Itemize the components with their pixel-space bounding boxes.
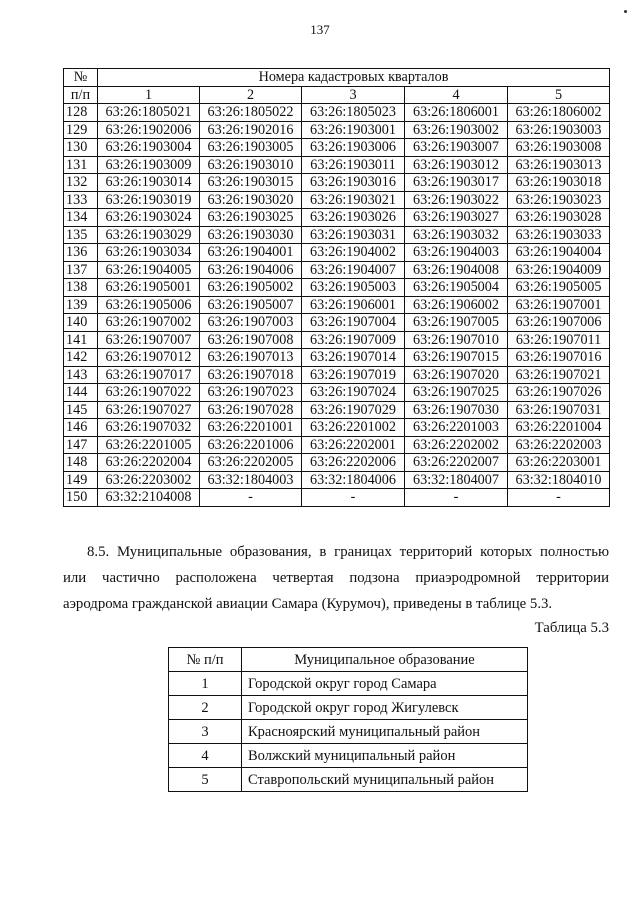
cadastral-number-cell: 63:26:1903014 <box>98 174 200 192</box>
table-header-row <box>169 648 528 672</box>
cadastral-number-cell: - <box>302 489 405 507</box>
table-row <box>64 296 610 314</box>
table-row <box>64 349 610 367</box>
cadastral-number-cell: 63:26:1907001 <box>508 296 610 314</box>
cadastral-number-cell: 63:26:1903022 <box>405 191 508 209</box>
cadastral-number-cell: 63:26:2201001 <box>200 419 302 437</box>
cadastral-number-cell: 63:26:1903018 <box>508 174 610 192</box>
table-row <box>64 279 610 297</box>
cadastral-number-cell: 63:32:1804007 <box>405 471 508 489</box>
cadastral-number-cell: 63:26:1903024 <box>98 209 200 227</box>
table-row <box>64 209 610 227</box>
cadastral-number-cell: 63:26:1903021 <box>302 191 405 209</box>
cadastral-number-cell: 63:26:1903003 <box>508 121 610 139</box>
cadastral-number-cell: 63:26:1903007 <box>405 139 508 157</box>
row-number: 141 <box>64 331 98 349</box>
cadastral-number-cell: 63:26:1907005 <box>405 314 508 332</box>
cadastral-number-cell: 63:26:1903002 <box>405 121 508 139</box>
cadastral-number-cell: 63:26:1905003 <box>302 279 405 297</box>
cadastral-number-cell: 63:26:2201006 <box>200 436 302 454</box>
table-row <box>64 366 610 384</box>
column-number: 4 <box>405 86 508 104</box>
cadastral-number-cell: 63:26:1903009 <box>98 156 200 174</box>
cadastral-number-cell: 63:26:1903013 <box>508 156 610 174</box>
cadastral-number-cell: 63:26:1907028 <box>200 401 302 419</box>
row-number: 133 <box>64 191 98 209</box>
cadastral-number-cell: 63:26:1903011 <box>302 156 405 174</box>
cadastral-number-cell: 63:26:1903015 <box>200 174 302 192</box>
municipality-name: Ставропольский муниципальный район <box>242 768 528 792</box>
cadastral-number-cell: 63:26:1903010 <box>200 156 302 174</box>
row-number: 146 <box>64 419 98 437</box>
cadastral-number-cell: 63:26:1904008 <box>405 261 508 279</box>
municipality-name: Городской округ город Жигулевск <box>242 696 528 720</box>
row-number: 145 <box>64 401 98 419</box>
cadastral-number-cell: 63:26:1907030 <box>405 401 508 419</box>
cadastral-number-cell: 63:26:1903034 <box>98 244 200 262</box>
table-row <box>64 419 610 437</box>
row-number: 2 <box>169 696 242 720</box>
row-number: 132 <box>64 174 98 192</box>
column-number: 1 <box>98 86 200 104</box>
cadastral-number-cell: 63:26:1907025 <box>405 384 508 402</box>
cadastral-number-cell: 63:26:1903027 <box>405 209 508 227</box>
cadastral-number-cell: 63:26:1907003 <box>200 314 302 332</box>
row-number: 150 <box>64 489 98 507</box>
table-row <box>169 768 528 792</box>
cadastral-number-cell: 63:26:1904005 <box>98 261 200 279</box>
cadastral-quarters-table <box>63 68 610 507</box>
row-number: 4 <box>169 744 242 768</box>
cadastral-number-cell: 63:26:1907019 <box>302 366 405 384</box>
cadastral-number-cell: 63:26:1907002 <box>98 314 200 332</box>
table-row <box>169 744 528 768</box>
table-row <box>64 384 610 402</box>
table-row <box>169 720 528 744</box>
cadastral-number-cell: 63:26:1907015 <box>405 349 508 367</box>
section-paragraph <box>63 539 609 617</box>
column-number: 2 <box>200 86 302 104</box>
cadastral-number-cell: 63:26:1907023 <box>200 384 302 402</box>
table-row <box>64 174 610 192</box>
cadastral-number-cell: 63:26:1903029 <box>98 226 200 244</box>
cadastral-number-cell: 63:26:1907016 <box>508 349 610 367</box>
cadastral-number-cell: 63:26:2202002 <box>405 436 508 454</box>
cadastral-number-cell: 63:32:1804010 <box>508 471 610 489</box>
table-row <box>64 156 610 174</box>
table-caption: Таблица 5.3 <box>534 620 609 636</box>
table-row <box>169 696 528 720</box>
cadastral-number-cell: 63:26:1903032 <box>405 226 508 244</box>
row-number: 139 <box>64 296 98 314</box>
cadastral-number-cell: 63:26:1907017 <box>98 366 200 384</box>
row-number: 148 <box>64 454 98 472</box>
cadastral-number-cell: 63:26:1907006 <box>508 314 610 332</box>
table-row <box>64 314 610 332</box>
table-row <box>64 121 610 139</box>
column-numbers-row <box>64 86 610 104</box>
cadastral-number-cell: 63:26:1907007 <box>98 331 200 349</box>
municipality-name: Городской округ город Самара <box>242 672 528 696</box>
cadastral-number-cell: 63:26:1903030 <box>200 226 302 244</box>
cadastral-number-cell: 63:26:1905006 <box>98 296 200 314</box>
cadastral-number-cell: 63:26:1907024 <box>302 384 405 402</box>
row-number: 129 <box>64 121 98 139</box>
table-row <box>64 489 610 507</box>
cadastral-number-cell: 63:26:1907032 <box>98 419 200 437</box>
cadastral-number-cell: 63:26:2201005 <box>98 436 200 454</box>
table-header-row <box>64 69 610 87</box>
cadastral-number-cell: 63:26:2203001 <box>508 454 610 472</box>
cadastral-number-cell: 63:26:1907031 <box>508 401 610 419</box>
cadastral-number-cell: 63:26:2202007 <box>405 454 508 472</box>
cadastral-number-cell: 63:26:1907021 <box>508 366 610 384</box>
cadastral-number-cell: 63:26:1903031 <box>302 226 405 244</box>
row-number: 128 <box>64 104 98 122</box>
cadastral-number-cell: 63:26:1907012 <box>98 349 200 367</box>
cadastral-number-cell: 63:26:1805023 <box>302 104 405 122</box>
table-row <box>64 454 610 472</box>
cadastral-number-cell: 63:26:1903019 <box>98 191 200 209</box>
municipality-name: Волжский муниципальный район <box>242 744 528 768</box>
row-number: 130 <box>64 139 98 157</box>
header-municipality: Муниципальное образование <box>242 648 528 672</box>
column-number: 5 <box>508 86 610 104</box>
row-number: 136 <box>64 244 98 262</box>
table-row <box>169 672 528 696</box>
cadastral-number-cell: - <box>405 489 508 507</box>
table-row <box>64 191 610 209</box>
cadastral-number-cell: 63:32:1804006 <box>302 471 405 489</box>
cadastral-number-cell: 63:32:1804003 <box>200 471 302 489</box>
cadastral-number-cell: 63:26:1903016 <box>302 174 405 192</box>
table-row <box>64 226 610 244</box>
cadastral-number-cell: 63:26:1903005 <box>200 139 302 157</box>
cadastral-number-cell: 63:26:1907018 <box>200 366 302 384</box>
cadastral-number-cell: 63:26:1805022 <box>200 104 302 122</box>
row-number: 144 <box>64 384 98 402</box>
cadastral-number-cell: 63:26:2201002 <box>302 419 405 437</box>
row-number: 147 <box>64 436 98 454</box>
cadastral-number-cell: 63:26:2202005 <box>200 454 302 472</box>
cadastral-number-cell: 63:26:1905007 <box>200 296 302 314</box>
header-pp: п/п <box>64 86 98 104</box>
cadastral-number-cell: 63:26:1904003 <box>405 244 508 262</box>
row-number: 5 <box>169 768 242 792</box>
cadastral-number-cell: 63:26:1905004 <box>405 279 508 297</box>
cadastral-number-cell: 63:26:1903008 <box>508 139 610 157</box>
row-number: 137 <box>64 261 98 279</box>
table-row <box>64 471 610 489</box>
cadastral-number-cell: 63:26:1904006 <box>200 261 302 279</box>
cadastral-number-cell: 63:26:1903028 <box>508 209 610 227</box>
cadastral-number-cell: 63:26:1904009 <box>508 261 610 279</box>
cadastral-number-cell: 63:26:1906001 <box>302 296 405 314</box>
cadastral-number-cell: 63:26:2202003 <box>508 436 610 454</box>
cadastral-number-cell: 63:26:1907004 <box>302 314 405 332</box>
paragraph-line: 8.5. Муниципальные образования, в границах территорий которых полностью <box>87 544 609 560</box>
cadastral-number-cell: - <box>200 489 302 507</box>
cadastral-number-cell: 63:26:1907009 <box>302 331 405 349</box>
row-number: 143 <box>64 366 98 384</box>
row-number: 149 <box>64 471 98 489</box>
cadastral-number-cell: 63:26:1904002 <box>302 244 405 262</box>
cadastral-number-cell: 63:26:1904004 <box>508 244 610 262</box>
row-number: 3 <box>169 720 242 744</box>
page-number: 137 <box>310 22 330 37</box>
cadastral-number-cell: 63:26:1903026 <box>302 209 405 227</box>
table-row <box>64 139 610 157</box>
cadastral-number-cell: 63:26:1907013 <box>200 349 302 367</box>
cadastral-number-cell: 63:26:1904001 <box>200 244 302 262</box>
cadastral-number-cell: 63:26:1903012 <box>405 156 508 174</box>
cadastral-number-cell: 63:26:1903033 <box>508 226 610 244</box>
cadastral-number-cell: 63:26:1903001 <box>302 121 405 139</box>
paragraph-line: аэродрома гражданской авиации Самара (Курумоч), приведены в таблице 5.3. <box>63 596 553 612</box>
cadastral-number-cell: 63:26:1805021 <box>98 104 200 122</box>
cadastral-number-cell: 63:26:1907026 <box>508 384 610 402</box>
cadastral-number-cell: 63:26:1905005 <box>508 279 610 297</box>
cadastral-number-cell: 63:26:2201004 <box>508 419 610 437</box>
cadastral-number-cell: 63:26:1907029 <box>302 401 405 419</box>
cadastral-number-cell: 63:26:1905001 <box>98 279 200 297</box>
row-number: 1 <box>169 672 242 696</box>
cadastral-number-cell: 63:26:1903025 <box>200 209 302 227</box>
header-number: № п/п <box>169 648 242 672</box>
cadastral-number-cell: 63:26:1907008 <box>200 331 302 349</box>
table-row <box>64 104 610 122</box>
cadastral-number-cell: 63:26:1906002 <box>405 296 508 314</box>
municipality-name: Красноярский муниципальный район <box>242 720 528 744</box>
cadastral-number-cell: 63:26:1903004 <box>98 139 200 157</box>
cadastral-number-cell: 63:26:2202006 <box>302 454 405 472</box>
cadastral-number-cell: 63:26:1907011 <box>508 331 610 349</box>
cadastral-number-cell: 63:26:1907010 <box>405 331 508 349</box>
cadastral-number-cell: 63:26:2202004 <box>98 454 200 472</box>
table-row <box>64 244 610 262</box>
cadastral-number-cell: 63:26:1905002 <box>200 279 302 297</box>
cadastral-number-cell: 63:26:1903006 <box>302 139 405 157</box>
table-row <box>64 401 610 419</box>
cadastral-number-cell: - <box>508 489 610 507</box>
cadastral-number-cell: 63:26:1904007 <box>302 261 405 279</box>
scan-artifact-dot <box>624 10 627 13</box>
cadastral-number-cell: 63:26:1902016 <box>200 121 302 139</box>
row-number: 142 <box>64 349 98 367</box>
cadastral-number-cell: 63:26:1806001 <box>405 104 508 122</box>
header-number-sign: № <box>64 69 98 87</box>
table-row <box>64 261 610 279</box>
cadastral-number-cell: 63:26:1903023 <box>508 191 610 209</box>
cadastral-number-cell: 63:26:1907014 <box>302 349 405 367</box>
cadastral-number-cell: 63:32:2104008 <box>98 489 200 507</box>
cadastral-number-cell: 63:26:1903020 <box>200 191 302 209</box>
row-number: 138 <box>64 279 98 297</box>
header-title: Номера кадастровых кварталов <box>98 69 610 87</box>
cadastral-number-cell: 63:26:1907020 <box>405 366 508 384</box>
cadastral-number-cell: 63:26:2203002 <box>98 471 200 489</box>
row-number: 140 <box>64 314 98 332</box>
municipal-formations-table <box>168 647 528 792</box>
paragraph-line: или частично расположена четвертая подзона приаэродромной территории <box>63 570 609 586</box>
table-row <box>64 331 610 349</box>
cadastral-number-cell: 63:26:1907022 <box>98 384 200 402</box>
row-number: 135 <box>64 226 98 244</box>
column-number: 3 <box>302 86 405 104</box>
cadastral-number-cell: 63:26:1902006 <box>98 121 200 139</box>
table-row <box>64 436 610 454</box>
row-number: 131 <box>64 156 98 174</box>
cadastral-number-cell: 63:26:1903017 <box>405 174 508 192</box>
row-number: 134 <box>64 209 98 227</box>
cadastral-number-cell: 63:26:1806002 <box>508 104 610 122</box>
cadastral-number-cell: 63:26:2201003 <box>405 419 508 437</box>
cadastral-number-cell: 63:26:2202001 <box>302 436 405 454</box>
cadastral-number-cell: 63:26:1907027 <box>98 401 200 419</box>
